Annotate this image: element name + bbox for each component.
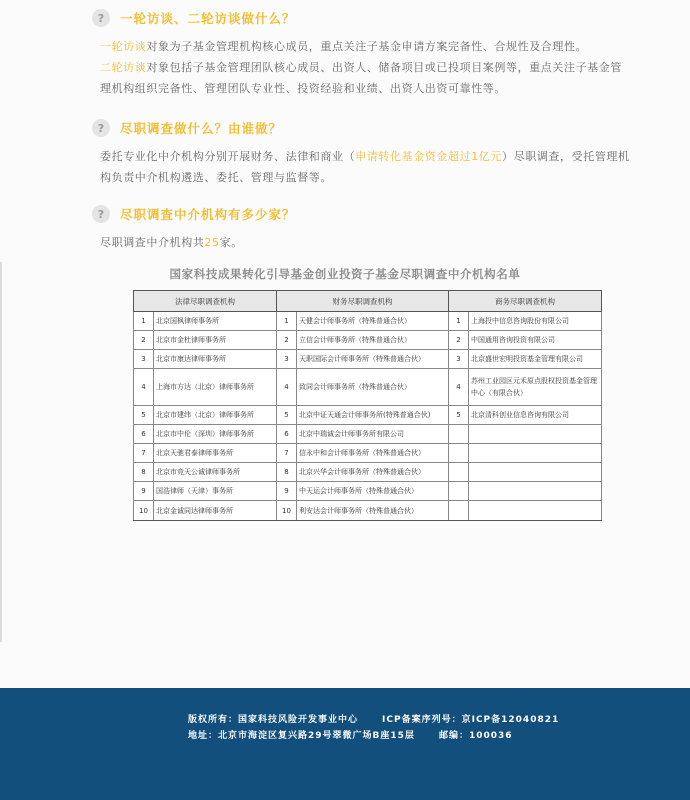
legal-index: 7 [134,444,154,463]
legal-index: 3 [134,350,154,369]
table-row [134,331,602,350]
faq-answer-3 [100,232,632,253]
finance-index: 7 [277,444,297,463]
header-finance: 财务尽职调查机构 [277,291,449,312]
legal-index: 6 [134,425,154,444]
legal-agency: 北京国枫律师事务所 [154,312,277,331]
faq-item-3 [92,202,632,253]
business-agency: 北京清科创业信息咨询有限公司 [469,406,602,425]
table-title: 国家科技成果转化引导基金创业投资子基金尽职调查中介机构名单 [169,267,521,281]
faq-question-2 [92,116,632,140]
business-index [449,444,469,463]
business-index: 2 [449,331,469,350]
table-body [134,312,602,521]
business-agency [469,482,602,501]
table-row [134,463,602,482]
header-legal: 法律尽职调查机构 [134,291,277,312]
faq-question-1-title: 一轮访谈、二轮访谈做什么？ [120,11,296,26]
finance-index: 2 [277,331,297,350]
finance-agency: 北京中证天通会计师事务所(特殊普通合伙) [297,406,449,425]
finance-index: 1 [277,312,297,331]
legal-index: 5 [134,406,154,425]
question-mark-icon: ? [92,9,110,27]
question-mark-icon: ? [92,119,110,137]
answer-highlight: 申请转化基金资金超过1亿元 [355,150,503,163]
legal-agency: 北京市中伦（深圳）律师事务所 [154,425,277,444]
business-agency [469,463,602,482]
table-row [134,350,602,369]
table-header-row [134,291,602,312]
footer-line-2 [188,728,513,741]
faq-answer-1-para-2 [100,57,632,99]
copyright-value: 国家科技风险开发事业中心 [238,715,359,725]
table-row [134,369,602,406]
business-index: 4 [449,369,469,406]
faq-question-2-title: 尽职调查做什么？由谁做？ [120,121,283,136]
copyright-label: 版权所有： [188,715,239,725]
legal-agency: 上海市方达（北京）律师事务所 [154,369,277,406]
footer-line-1 [188,712,559,725]
legal-index: 4 [134,369,154,406]
legal-agency: 北京天驰君泰律师事务所 [154,444,277,463]
business-agency: 北京盛世宏明投资基金管理有限公司 [469,350,602,369]
finance-agency: 利安达会计师事务所（特殊普通合伙） [297,501,449,521]
header-business: 商务尽职调查机构 [449,291,602,312]
legal-agency: 北京市建纬（北京）律师事务所 [154,406,277,425]
answer-highlight: 一轮访谈 [100,40,147,53]
finance-agency: 中天运会计师事务所（特殊普通合伙） [297,482,449,501]
answer-text: 委托专业化中介机构分别开展财务、法律和商业（ [100,150,356,163]
legal-index: 1 [134,312,154,331]
answer-text: 家。 [219,236,243,249]
left-divider [0,262,2,642]
table-row [134,482,602,501]
finance-index: 4 [277,369,297,406]
answer-highlight: 二轮访谈 [100,61,147,74]
legal-agency: 北京市康达律师事务所 [154,350,277,369]
finance-index: 8 [277,463,297,482]
address-value: 北京市海淀区复兴路29号翠微广场B座15层 [218,731,415,741]
finance-agency: 致同会计师事务所（特殊普通合伙） [297,369,449,406]
faq-item-2 [92,116,632,188]
legal-agency: 北京金诚同达律师事务所 [154,501,277,521]
business-index [449,425,469,444]
answer-highlight: 25 [204,236,220,249]
finance-index: 5 [277,406,297,425]
faq-question-1 [92,6,632,30]
answer-text: ）尽职调查，受托管理机构负责中介机构遴选、委托、管理与监督等。 [100,150,630,184]
question-mark-icon: ? [92,205,110,223]
answer-text: 对象为子基金管理机构核心成员，重点关注子基金申请方案完备性、合规性及合理性。 [146,40,588,53]
faq-answer-1 [100,36,632,99]
finance-index: 6 [277,425,297,444]
legal-agency: 北京市竞天公诚律师事务所 [154,463,277,482]
postcode-label: 邮编： [438,731,469,741]
postcode-value: 100036 [468,731,513,741]
finance-agency: 信永中和会计师事务所（特殊普通合伙） [297,444,449,463]
finance-agency: 天职国际会计师事务所（特殊普通合伙） [297,350,449,369]
finance-index: 10 [277,501,297,521]
finance-agency: 立信会计师事务所（特殊普通合伙） [297,331,449,350]
finance-index: 9 [277,482,297,501]
agency-table [133,290,602,521]
answer-text: 对象包括子基金管理团队核心成员、出资人、储备项目或已投项目案例等，重点关注子基金管理机构组织完备性、管理团队专业性、投资经验和业绩、出资人出资可靠性等。 [100,61,623,95]
legal-index: 9 [134,482,154,501]
finance-agency: 北京兴华会计师事务所（特殊普通合伙） [297,463,449,482]
table-row [134,312,602,331]
business-index: 3 [449,350,469,369]
legal-index: 10 [134,501,154,521]
faq-answer-1-para-1 [100,36,632,57]
business-agency: 中国通用咨询投资有限公司 [469,331,602,350]
legal-index: 2 [134,331,154,350]
finance-agency: 北京中瑞诚会计师事务所有限公司 [297,425,449,444]
business-index: 1 [449,312,469,331]
business-agency [469,501,602,521]
business-agency [469,444,602,463]
address-label: 地址： [188,731,219,741]
business-agency: 苏州工业园区元禾原点股权投资基金管理中心（有限合伙） [469,369,602,406]
business-agency: 上海投中信息咨询股份有限公司 [469,312,602,331]
business-index [449,501,469,521]
icp-label: ICP备案序列号： [382,715,462,725]
business-agency [469,425,602,444]
faq-answer-2 [100,146,632,188]
icp-value: 京ICP备12040821 [461,715,560,725]
business-index [449,482,469,501]
legal-agency: 北京市金杜律师事务所 [154,331,277,350]
finance-index: 3 [277,350,297,369]
legal-agency: 国浩律师（天津）事务所 [154,482,277,501]
footer [0,688,690,800]
table-row [134,501,602,521]
answer-text: 尽职调查中介机构共 [100,236,205,249]
faq-question-3 [92,202,632,226]
business-index [449,463,469,482]
business-index: 5 [449,406,469,425]
table-row [134,425,602,444]
finance-agency: 天健会计师事务所（特殊普通合伙） [297,312,449,331]
faq-question-3-title: 尽职调查中介机构有多少家？ [120,207,296,222]
legal-index: 8 [134,463,154,482]
table-row [134,444,602,463]
faq-item-1 [92,6,632,99]
table-row [134,406,602,425]
